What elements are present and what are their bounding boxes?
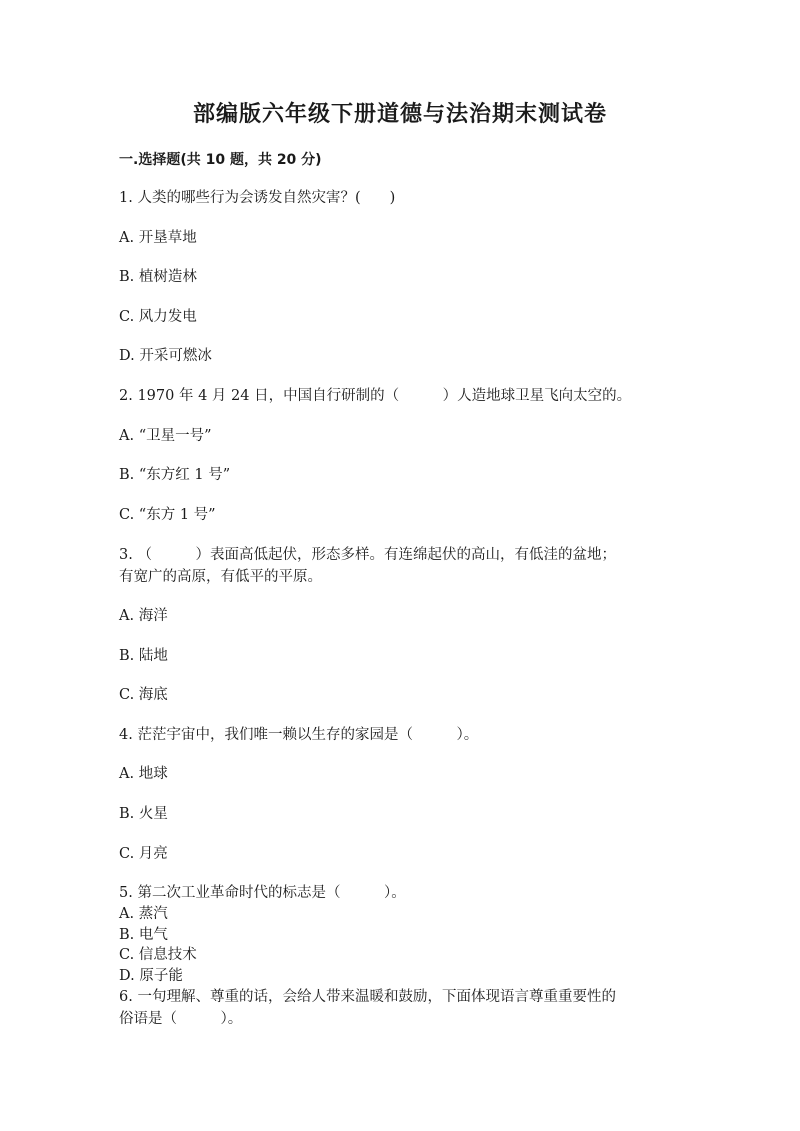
question-3-stem-line-2: 有宽广的高原，有低平的平原。 <box>119 569 322 585</box>
question-1-option-c: C. 风力发电 <box>119 309 197 325</box>
question-2-option-a: A. “卫星一号” <box>119 428 212 444</box>
question-2-option-c: C. “东方 1 号” <box>119 507 216 523</box>
question-1-option-a: A. 开垦草地 <box>119 230 197 246</box>
question-5-option-c: C. 信息技术 <box>119 947 197 963</box>
question-5-option-a: A. 蒸汽 <box>119 906 168 922</box>
question-5-option-d: D. 原子能 <box>119 968 183 984</box>
question-2-option-b: B. “东方红 1 号” <box>119 467 231 483</box>
question-1-option-d: D. 开采可燃冰 <box>119 348 212 364</box>
question-1-stem: 1. 人类的哪些行为会诱发自然灾害？( ) <box>119 190 396 206</box>
question-4-stem: 4. 茫茫宇宙中，我们唯一赖以生存的家园是（ ）。 <box>119 727 479 743</box>
question-3-option-b: B. 陆地 <box>119 648 168 664</box>
question-5-option-b: B. 电气 <box>119 927 168 943</box>
question-4-option-c: C. 月亮 <box>119 846 168 862</box>
question-6-stem-line-1: 6. 一句理解、尊重的话，会给人带来温暖和鼓励，下面体现语言尊重重要性的 <box>119 989 616 1005</box>
question-6-stem-line-2: 俗语是（ ）。 <box>119 1011 243 1027</box>
question-3-stem-line-1: 3. （ ）表面高低起伏，形态多样。有连绵起伏的高山，有低洼的盆地； <box>119 547 616 563</box>
question-5-stem: 5. 第二次工业革命时代的标志是（ ）。 <box>119 885 406 901</box>
section-header: 一.选择题(共 10 题，共 20 分) <box>119 152 322 168</box>
question-4-option-b: B. 火星 <box>119 806 168 822</box>
page-title: 部编版六年级下册道德与法治期末测试卷 <box>192 102 607 127</box>
question-3-option-c: C. 海底 <box>119 687 168 703</box>
question-3-option-a: A. 海洋 <box>119 608 168 624</box>
question-1-option-b: B. 植树造林 <box>119 269 197 285</box>
question-4-option-a: A. 地球 <box>119 766 168 782</box>
question-2-stem: 2. 1970 年 4 月 24 日，中国自行研制的（ ）人造地球卫星飞向太空的。 <box>119 388 632 404</box>
